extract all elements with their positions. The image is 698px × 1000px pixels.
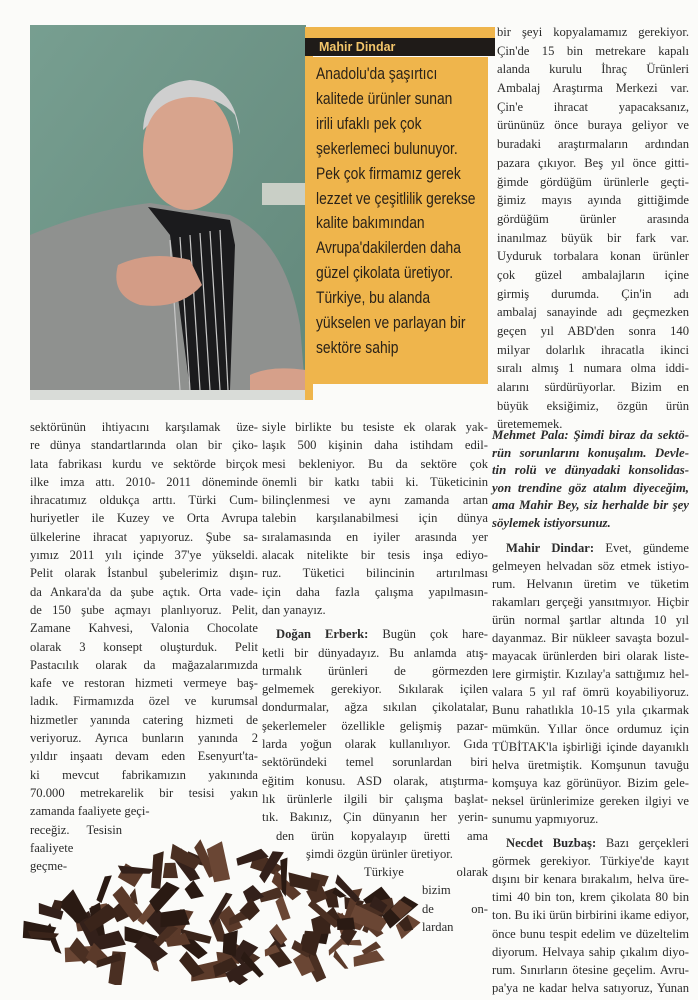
text-line: zamanda faaliyete geçi- (30, 804, 150, 819)
text-line: görmek gerekiyor. Türkiye'de kayıt (492, 854, 689, 869)
text-line: ürün normal şartlar altında 10 yıl (492, 612, 689, 627)
text-line: ruz. Tüketici bilincinin artırılması (262, 566, 488, 581)
text-line: sektöründeki temel sorunlardan biri (262, 755, 488, 770)
article-column-3-top (497, 23, 689, 434)
text-line: TÜBİTAK'la işbirliği içinde dayanıklı (492, 739, 689, 754)
chocolate-piece (163, 863, 178, 878)
text-line: den ürün kopyalayıp üretti ama (276, 828, 488, 843)
text-line: için daha fazla çalışma yapılmasın- (262, 584, 488, 599)
paragraph (497, 23, 689, 434)
text-line: dışını bir kenara bırakalım, helva üre- (492, 872, 689, 887)
chocolate-piece (337, 918, 355, 931)
text-line: bir şeyi kopyalamamız gerekiyor. (497, 25, 689, 39)
text-line: Uyduruk torbalara konan ürünler (497, 249, 689, 264)
text-line: Mehmet Pala: Şimdi biraz da sektö- (492, 428, 689, 442)
text-line: pazara çıkıyor. Beş yıl önce gitti- (497, 155, 689, 170)
text-line: çok güzel ambalajların içine (497, 267, 689, 282)
text-line: ilke imza attı. 2010- 2011 döneminde (30, 474, 258, 489)
text-line: re dünya standartlarında olan bir çiko- (30, 438, 258, 453)
pull-quote-text (316, 62, 488, 361)
paragraph (30, 418, 258, 875)
text-line: ketli bir dünyadayız. Bu anlamda atış- (262, 645, 488, 660)
pull-quote-top-strip (305, 27, 495, 38)
text-line: sunumu yapmıyoruz. (492, 811, 599, 826)
text-line: gelmemek gerekiyor. Sıkılarak içilen (262, 682, 488, 697)
line-text: Bazı gerçekleri (596, 836, 689, 851)
text-line: tin rolü ve dünyadaki konsolidas- (492, 463, 689, 478)
text-line: gördüğüm ürünler arasında (497, 211, 689, 226)
text-line: milyar dolarlık ihracatla ikinci (497, 342, 689, 357)
pull-quote (305, 27, 495, 400)
chocolate-piece (118, 866, 155, 874)
text-line (492, 834, 689, 852)
text-line: siyle birlikte bu tesiste ek olarak yak- (262, 420, 488, 434)
text-line: girmiş durumda. Çin'in adı (497, 286, 689, 301)
text-line: ladık. Firmamızda özel ve kurumsal (30, 694, 258, 709)
text-line: Pastacılık olarak da mağazalarımızda (30, 657, 258, 672)
text-line: şekerlemeler özellikle gelişmiş pazar- (262, 718, 488, 733)
text-line: gelmeyen helvadan söz etmek istiyo- (492, 558, 689, 573)
text-line: neksel ürünlerimize gereken ilgiyi ve (492, 793, 689, 808)
pull-quote-line: sektöre sahip (316, 338, 399, 357)
text-line: dondurmalar, ağza sıkılan çikolatalar, (262, 700, 488, 715)
text-line: önemli bir katkı tabii ki. Tüketicinin (262, 474, 488, 489)
text-line: bilinçlenmesi ve aynı zamanda artan (262, 493, 488, 508)
chocolate-piece (185, 880, 204, 899)
speaker-name: Necdet Buzbaş: (506, 836, 597, 851)
text-line: büyük eksiğimiz, özgün ürün (497, 398, 689, 413)
chocolate-piece (270, 924, 288, 945)
chocolate-piece (96, 875, 112, 903)
pull-quote-line: Pek çok firmamız gerek (316, 164, 461, 183)
text-line: inanılmaz büyük bir fark var. (497, 230, 689, 245)
text-line (492, 539, 689, 557)
text-line: lere girmiştir. Kızılay'a sattığımız hel- (492, 667, 689, 682)
text-line: mayacak ürünlerden biri olarak liste- (492, 649, 689, 664)
chocolate-piece (275, 895, 290, 920)
chocolate-piece (223, 930, 238, 956)
text-line: pa'ya ne kadar helva satıyoruz, Yunan (492, 980, 689, 995)
text-line: bizim (422, 883, 451, 898)
text-line: Türkiye olarak (364, 865, 488, 880)
text-line: mümkün. Yıllar önce ordumuz için (492, 721, 689, 736)
text-line: ambalaj sanayinde adı geçmezken (497, 305, 689, 320)
text-line: lardan (422, 920, 454, 935)
text-line: laşık 500 kişinin daha istihdam edil- (262, 438, 488, 453)
text-line: tık. Bakınız, Çin dünyanın her yerin- (262, 810, 488, 825)
speaker-name: Mahir Dindar: (506, 540, 595, 555)
text-line: timi 40 bin ton, krem çikolata 80 bin (492, 890, 689, 905)
pull-quote-line: Anadolu'da şaşırtıcı (316, 65, 438, 83)
text-line: alacak nitelikte bir tesis inşa ediyo- (262, 548, 488, 563)
text-line: ürününüz önce buraya geliyor ve (497, 118, 689, 133)
speaker-name: Doğan Erberk: (276, 627, 369, 642)
text-line: mesi bekleniyor. Bu da sektöre çok (262, 456, 488, 471)
text-line: yımız 2011 yılı içinde 37'ye yükseldi. (30, 548, 258, 563)
text-line: lık ürünlerle ilgili bir çalışma başlat- (262, 791, 488, 806)
pull-quote-line: şekerlemeci bulunuyor. (316, 139, 458, 158)
text-line: geçme- (30, 859, 68, 874)
text-line: rum. Sınırların ötesine geçelim. Avru- (492, 962, 689, 977)
text-line: Çin'e ihracat yapacaksanız, (497, 99, 689, 114)
text-line: ihracatımız oldukça arttı. Türki Cum- (30, 493, 258, 508)
text-line: valara 5 yıl raf ömrü koyabiliyoruz. (492, 685, 689, 700)
text-line: dayanmaz. Bir nükleer savaşta bozul- (492, 631, 689, 646)
text-line: ğimde gördüğüm ürünlerle geçti- (497, 174, 689, 189)
text-line: sıralamasında en iyiler arasında yer (262, 529, 488, 544)
text-line: yon trendine göz atalım diyeceğim, (492, 480, 689, 495)
text-line: Bunu rahatlıkla 10-15 yıla çıkarmak (492, 703, 689, 718)
text-line: eğitim konusu. ASD olarak, atıştırma- (262, 773, 488, 788)
text-line: ama Mahir Bey, siz herhalde bir şey (492, 498, 689, 513)
text-line: diyorum. Helvaya sahip çıkalım diyo- (492, 944, 689, 959)
text-line: de on- (422, 901, 488, 916)
text-line: lata fabrikası kurdu ve sektörde birçok (30, 456, 258, 471)
text-line: receğiz. Tesisin (30, 822, 122, 837)
text-line: olarak 3 konsept oluşturduk. Pelit (30, 639, 258, 654)
paragraph (262, 418, 488, 619)
pull-quote-line: yükselen ve parlayan bir (316, 314, 466, 333)
pull-quote-line: kalite bakımından (316, 214, 425, 233)
text-line: sıralı almış 1 numara olma iddi- (497, 361, 689, 376)
text-line: kafe ve restoran hizmeti vermeye baş- (30, 676, 258, 691)
chocolate-shavings-image (15, 810, 445, 985)
text-line: alarını sürdürüyorlar. Bizim en (497, 380, 689, 395)
interviewer-question (492, 427, 689, 533)
text-line: talebin karşılanabilmesi için dünya (262, 511, 488, 526)
text-line: rün sorunlarını konuşalım. Devle- (492, 445, 689, 460)
text-line: yıldır inşaatı devam eden Esenyurt'ta- (30, 749, 258, 764)
text-line: Zamane Kahvesi, Valonia Chocolate (30, 621, 258, 636)
text-line: huriyetler ile Kuzey ve Orta Avrupa (30, 511, 258, 526)
portrait-photo (30, 25, 306, 400)
text-line: rum. Helvanın üretim ve tüketim (492, 576, 689, 591)
pull-quote-line: Avrupa'dakilerden daha (316, 239, 461, 258)
text-line: buradaki araştırmaların ardından (497, 137, 689, 152)
text-line: ki mevcut fabrikamızın yakınında (30, 767, 258, 782)
text-line: ton. Bu iki ürün birbirini ikame ediyor, (492, 908, 689, 923)
pull-quote-line: Türkiye, bu alanda (316, 289, 431, 308)
text-line: önce bunu tespit edelim ve düzeltelim (492, 926, 689, 941)
chocolate-piece (333, 950, 348, 969)
text-line: de 150 şube açmayı planlıyoruz. Pelit, (30, 602, 258, 617)
text-line: Çin'de 15 bin metrekare kapalı (497, 43, 689, 58)
text-line: Ambalaj Araştırma Merkezi var. (497, 81, 689, 96)
text-line: faaliyete (30, 840, 74, 855)
text-line: alanda kurulu İhraç Ürünleri (497, 62, 689, 77)
line-text: Evet, gündeme (594, 540, 689, 555)
text-line: hizmetler yanında catering hizmeti de (30, 712, 258, 727)
text-line: tırmalık ürünleri de görmezden (262, 663, 488, 678)
pull-quote-speaker: Mahir Dindar (305, 38, 495, 56)
text-line: Pelit olarak İstanbul şubelerimiz dışın- (30, 566, 258, 581)
speaker-paragraph (492, 539, 689, 829)
article-column-1 (30, 418, 258, 875)
text-line: şimdi özgün ürünler üretiyor. (306, 846, 453, 861)
text-line: komşuya kaz görünüyor. Bizim gele- (492, 775, 689, 790)
pull-quote-body (312, 57, 488, 384)
text-line: dan yanayız. (262, 602, 326, 617)
pull-quote-line: lezzet ve çeşitlilik gerekse (316, 189, 476, 208)
text-line: üretememek. (497, 417, 563, 432)
text-line: geçen yıl ABD'den sonra 140 (497, 324, 689, 338)
pull-quote-line: güzel çikolata üretiyor. (316, 264, 454, 283)
text-line: larda yoğun olarak kullanılıyor. Gıda (262, 737, 488, 752)
text-line: söylemek istiyorsunuz. (492, 515, 611, 530)
text-line: da Ankara'da da şube açtık. Orta vade- (30, 584, 258, 599)
article-column-3-bottom (492, 427, 689, 997)
pull-quote-line: irili ufaklı pek çok (316, 114, 422, 133)
text-line: veriyoruz. Ayrıca bunların yanında 2 (30, 731, 258, 746)
chocolate-piece (151, 851, 164, 889)
text-line: sektörünün ihtiyacını karşılamak üze- (30, 420, 258, 434)
chocolate-piece (354, 950, 385, 967)
line-text: Bugün çok hare- (368, 627, 488, 642)
text-line: ğimiz mayıs ayında gittiğimde (497, 193, 689, 208)
text-line: rakamları gerçeği yansıtmıyor. Hiçbir (492, 594, 689, 609)
text-line: helva üretmiştik. Komşunun tavuğu (492, 757, 689, 772)
pull-quote-line: kalitede ürünler sunan (316, 89, 453, 108)
text-line: 70.000 metrekarelik bir tesisi yakın (30, 785, 258, 800)
speaker-paragraph (492, 834, 689, 997)
text-line: ülkelerine ihracat yapıyoruz. Şube sa- (30, 529, 258, 544)
text-line (262, 625, 488, 643)
